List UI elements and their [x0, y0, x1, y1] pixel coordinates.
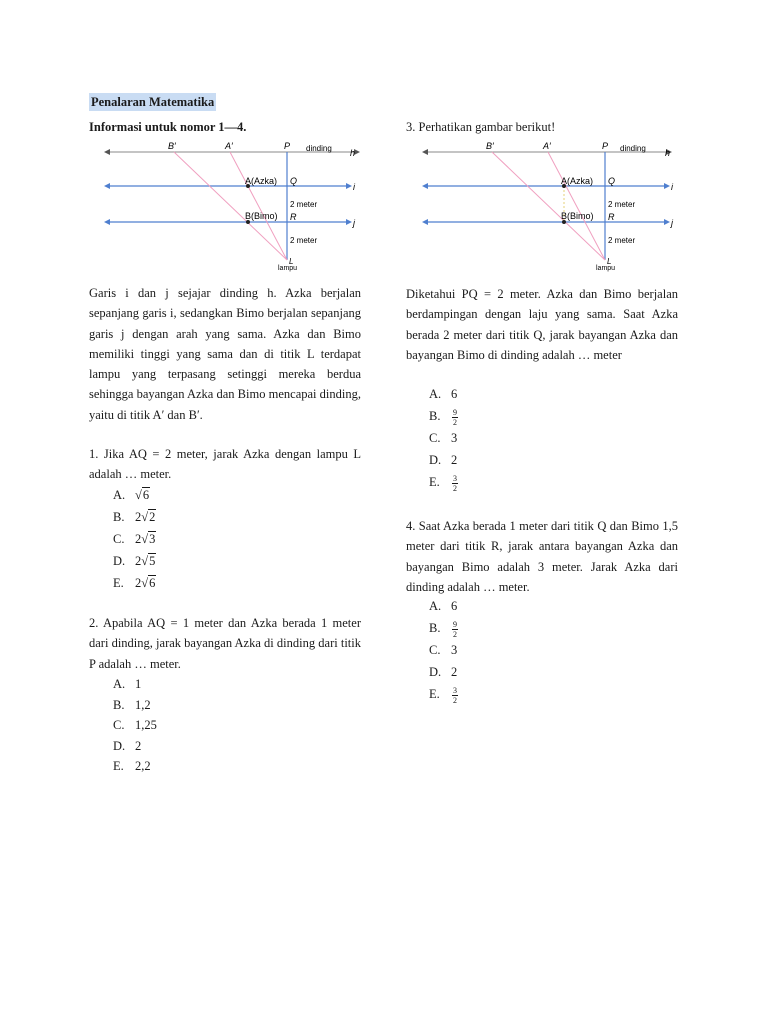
option-coefficient: 2 [135, 554, 142, 568]
label-h-2: h [665, 148, 671, 158]
fraction-denominator: 2 [453, 417, 457, 427]
fraction-numerator: 9 [453, 619, 457, 629]
q3-option [429, 385, 457, 403]
arrow-j-left-2 [422, 219, 428, 225]
option-value: 1,25 [135, 718, 157, 732]
option-coefficient: 2 [135, 576, 142, 590]
q1-option [113, 508, 156, 526]
fraction-numerator: 3 [453, 473, 457, 483]
option-value: 2 [451, 453, 458, 467]
option-radicand: 5 [149, 554, 156, 568]
label-2meter-2-2: 2 meter [608, 236, 636, 245]
q2-question: 2. Apabila AQ = 1 meter dan Azka berada 1 meter dari dinding, jarak bayangan Azka di dinding dari titik P adalah … meter. [89, 616, 361, 671]
arrow-i-left-2 [422, 183, 428, 189]
sqrt-symbol: √3 [141, 532, 156, 546]
q2-option [113, 716, 157, 734]
label-r: R [290, 212, 297, 222]
label-j: j [353, 218, 355, 228]
label-lampu-2: lampu [596, 265, 616, 272]
option-letter: C. [113, 718, 125, 732]
label-dinding-2: dinding [620, 144, 646, 153]
label-2meter-1-2: 2 meter [608, 200, 636, 209]
label-dinding: dinding [306, 144, 332, 153]
label-l: L [289, 257, 294, 266]
q4-option [429, 641, 457, 659]
option-letter: C. [429, 431, 441, 445]
option-letter: D. [113, 738, 126, 753]
intro-paragraph: Garis i dan j sejajar dinding h. Azka berjalan sepanjang garis i, sedangkan Bimo berjalan sepanjang garis j dengan arah yang sama. Azka dan Bimo memiliki tinggi yang sama dan di titik L terdapat lampu yang terpasang setinggi mereka berdua sehingga bayangan Azka dan Bimo mencapai dinding, yaitu di titik A′ dan B′. [89, 286, 361, 422]
option-radicand: 6 [149, 576, 156, 590]
option-radicand: 6 [142, 488, 150, 502]
label-h: h [350, 148, 356, 158]
label-lampu: lampu [278, 265, 298, 272]
q4-option [429, 619, 458, 639]
option-letter: A. [429, 387, 442, 401]
arrow-h-left [104, 149, 110, 155]
option-value: 1,2 [135, 697, 151, 712]
option-letter: A. [113, 677, 126, 691]
option-value: 6 [451, 599, 458, 613]
arrow-h-left-2 [422, 149, 428, 155]
option-value: 3 [451, 431, 458, 445]
label-r-2: R [608, 212, 615, 222]
q2-option [113, 757, 151, 775]
option-letter: E. [113, 576, 124, 590]
fraction-denominator: 2 [453, 695, 457, 705]
option-letter: A. [429, 599, 442, 613]
q3-option [429, 429, 457, 447]
option-radicand: 2 [149, 510, 156, 524]
arrow-i [346, 183, 352, 189]
label-azka-2: A(Azka) [561, 176, 594, 186]
sqrt-symbol: √6 [141, 576, 156, 590]
q3-option [429, 407, 458, 427]
option-letter: D. [429, 453, 442, 467]
arrow-j-left [104, 219, 110, 225]
option-value: 6 [451, 387, 458, 401]
option-value: 2 [135, 738, 142, 753]
option-letter: A. [113, 488, 126, 502]
option-letter: D. [429, 665, 442, 679]
fraction-denominator: 2 [453, 629, 457, 639]
option-letter: C. [429, 643, 441, 657]
label-l-2: L [607, 257, 612, 266]
q2-option [113, 737, 141, 755]
q4-option [429, 663, 457, 681]
label-p: P [284, 141, 291, 151]
option-letter: B. [429, 621, 441, 635]
q3-title: 3. Perhatikan gambar berikut! [406, 120, 556, 134]
label-i-2: i [671, 182, 673, 192]
label-2meter-2: 2 meter [290, 236, 318, 245]
q4-question: 4. Saat Azka berada 1 meter dari titik Q dan Bimo 1,5 meter dari titik R, jarak antara bayangan Azka dan bayangan Bimo adalah 3 meter. Jarak Azka dari dinding adalah … meter. [406, 519, 678, 594]
label-bimo-2: B(Bimo) [561, 211, 594, 221]
option-value: 2 [451, 665, 458, 679]
label-b-prime: B′ [168, 141, 176, 151]
q2-option [113, 675, 141, 693]
figure-lines [104, 149, 360, 260]
arrow-i-left [104, 183, 110, 189]
q4-option [429, 597, 457, 615]
option-coefficient: 2 [135, 510, 142, 524]
ray-azka-2 [548, 152, 605, 260]
option-coefficient: 2 [135, 532, 142, 546]
option-radicand: 3 [149, 532, 156, 546]
label-2meter-1: 2 meter [290, 200, 318, 209]
arrow-j [346, 219, 352, 225]
option-letter: D. [113, 554, 126, 568]
option-value: 2,2 [135, 759, 151, 773]
option-letter: B. [429, 409, 441, 423]
label-i: i [353, 182, 355, 192]
label-p-2: P [602, 141, 609, 151]
sqrt-symbol: √2 [141, 510, 156, 524]
option-letter: E. [429, 687, 440, 701]
figure-left [96, 140, 366, 272]
q1-option [113, 574, 156, 592]
option-value: 1 [135, 677, 142, 691]
sqrt-symbol: √5 [141, 554, 156, 568]
option-fraction [452, 408, 458, 427]
q1-option [113, 486, 150, 504]
figure-right [414, 140, 684, 272]
ray-bimo-2 [492, 152, 605, 260]
label-azka: A(Azka) [245, 176, 278, 186]
label-b-prime-2: B′ [486, 141, 494, 151]
q3-option [429, 473, 458, 493]
q2-option [113, 696, 151, 714]
label-bimo: B(Bimo) [245, 211, 278, 221]
fraction-denominator: 2 [453, 483, 457, 493]
arrow-j-2 [664, 219, 670, 225]
fraction-numerator: 9 [453, 407, 457, 417]
option-letter: E. [429, 475, 440, 489]
info-heading: Informasi untuk nomor 1—4. [89, 120, 247, 134]
q4-option [429, 685, 458, 705]
label-a-prime-2: A′ [543, 141, 551, 151]
fraction-numerator: 3 [453, 685, 457, 695]
label-j-2: j [671, 218, 673, 228]
option-value: 3 [451, 643, 458, 657]
ray-azka [230, 152, 287, 260]
option-fraction [452, 620, 458, 639]
q3-question: Diketahui PQ = 2 meter. Azka dan Bimo berjalan berdampingan dengan laju yang sama. Saat Azka berada 2 meter dari titik Q, jarak bayangan Azka dan bayangan Bimo di dinding adalah … meter [406, 287, 678, 362]
q1-option [113, 530, 156, 548]
option-letter: C. [113, 532, 125, 546]
label-q: Q [290, 176, 298, 186]
sqrt-symbol: √6 [135, 488, 150, 502]
page-title: Penalaran Matematika [91, 95, 215, 109]
ray-bimo [174, 152, 287, 260]
option-letter: E. [113, 759, 124, 773]
option-fraction [452, 686, 458, 705]
option-letter: B. [113, 510, 125, 524]
q1-question: 1. Jika AQ = 2 meter, jarak Azka dengan lampu L adalah … meter. [89, 447, 361, 482]
label-q-2: Q [608, 176, 616, 186]
q3-option [429, 451, 457, 469]
label-a-prime: A′ [225, 141, 233, 151]
arrow-i-2 [664, 183, 670, 189]
q1-option [113, 552, 156, 570]
option-fraction [452, 474, 458, 493]
option-letter: B. [113, 697, 125, 712]
